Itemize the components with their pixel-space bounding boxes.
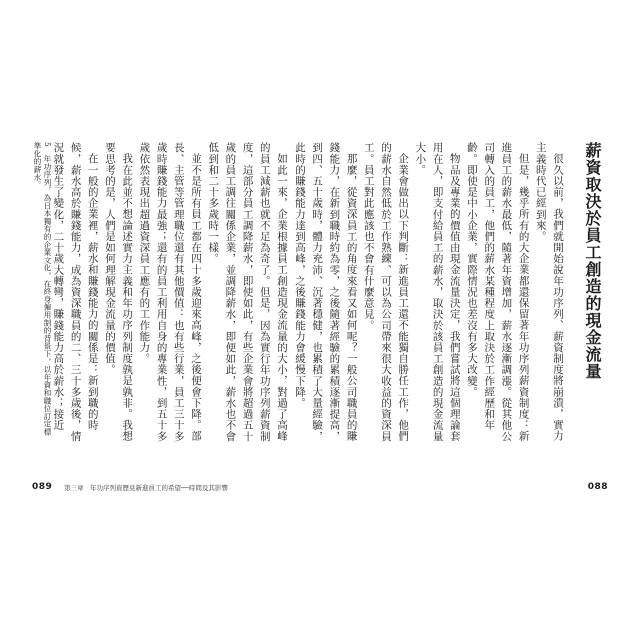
paragraph: 但是，幾乎所有的大企業都還保留著年功序列薪資制度：新進員工的薪水最低，隨著年資增加，薪水逐漸調漲。從其他公司轉入的員工，他們的薪水某種程度上取決於工作經歷和年齡。即使是中小企業，實際情況也差沒有多大改變。 [465, 142, 530, 442]
paragraph: 企業會做出以下判斷：新進員工還不能獨自勝任工作，他們的薪水自然低於工作熟練、可以為公司帶來很大收益的資深員工。員工對此應該也不會有什麼意見。 [362, 142, 410, 442]
right-page [293, 130, 610, 510]
running-head: 第三章 年功序列資歷見新進員工的希望──時間及其影響 [64, 484, 228, 492]
paragraph: 很久以前，我們就開始說年功序列、薪資制度將崩潰，實力主義時代已經到來。 [534, 142, 564, 442]
paragraph: 我在此並不想論述實力主義和年功序列制度孰是孰非。我想要思考的是，人們是如何理解現金流量的價值。 [103, 142, 134, 442]
right-body-text [293, 142, 566, 442]
paragraph: 如此一來，企業根據員工創造現金流量的大小，對過了高峰的員工減薪也就不足為奇了。但是，因為實行年功序列薪資制度，這部分員工調降薪水，即使如此，有些企業會將超過五十歲的員工調往關係企業，並調降薪水，即便如此，薪水也不會低到和二十多歲時一樣。 [207, 142, 288, 442]
left-body-text [52, 142, 290, 442]
page-number-right: 088 [587, 482, 608, 492]
paragraph: 物品及專業的價值由現金流量決定，我們嘗試將這個理論套用在人，即支付給員工的薪水，取決於該員工創造的現金流量大小。 [414, 142, 461, 442]
left-page [30, 130, 318, 510]
section-title: 薪資取決於員工創造的現金流量 [583, 142, 602, 380]
paragraph: 並不是所有員工都在四十多歲迎來高峰，之後便會下降。部長、主管等管理職位還有其他價值：也有些行業，員工三十多歲時賺錢能力最強；還有的員工利用自身的專業性，到五十多歲依然表現出超過資深員工應有的工作能力。 [138, 142, 202, 442]
paragraph: 那麼，從資深員工的角度來看又如何呢？一般公司職員的賺錢能力，在新到職時約為零，之後隨著經驗的累積逐漸提高，到四、五十歲時，體力充沛、沉著穩健，也累積了大量經驗，此時的賺錢能力達到高峰，之後賺錢能力會緩慢下降。 [293, 142, 358, 442]
book-spread [30, 130, 610, 510]
page-number-left: 089 [32, 482, 53, 492]
paragraph: 在一般的企業裡，薪水和賺錢能力的關係是：新到職的時候，薪水高於賺錢能力，成為資深職員的二、三十多歲後，情況就發生了變化，二十歲大轉彎，賺錢能力高於薪水；接近 [52, 142, 99, 442]
footnote: 5 年功序列，為日本獨有的企業文化，在終身僱用制的背景下，以年資和職位訂定標準化的薪水。 [33, 142, 52, 436]
